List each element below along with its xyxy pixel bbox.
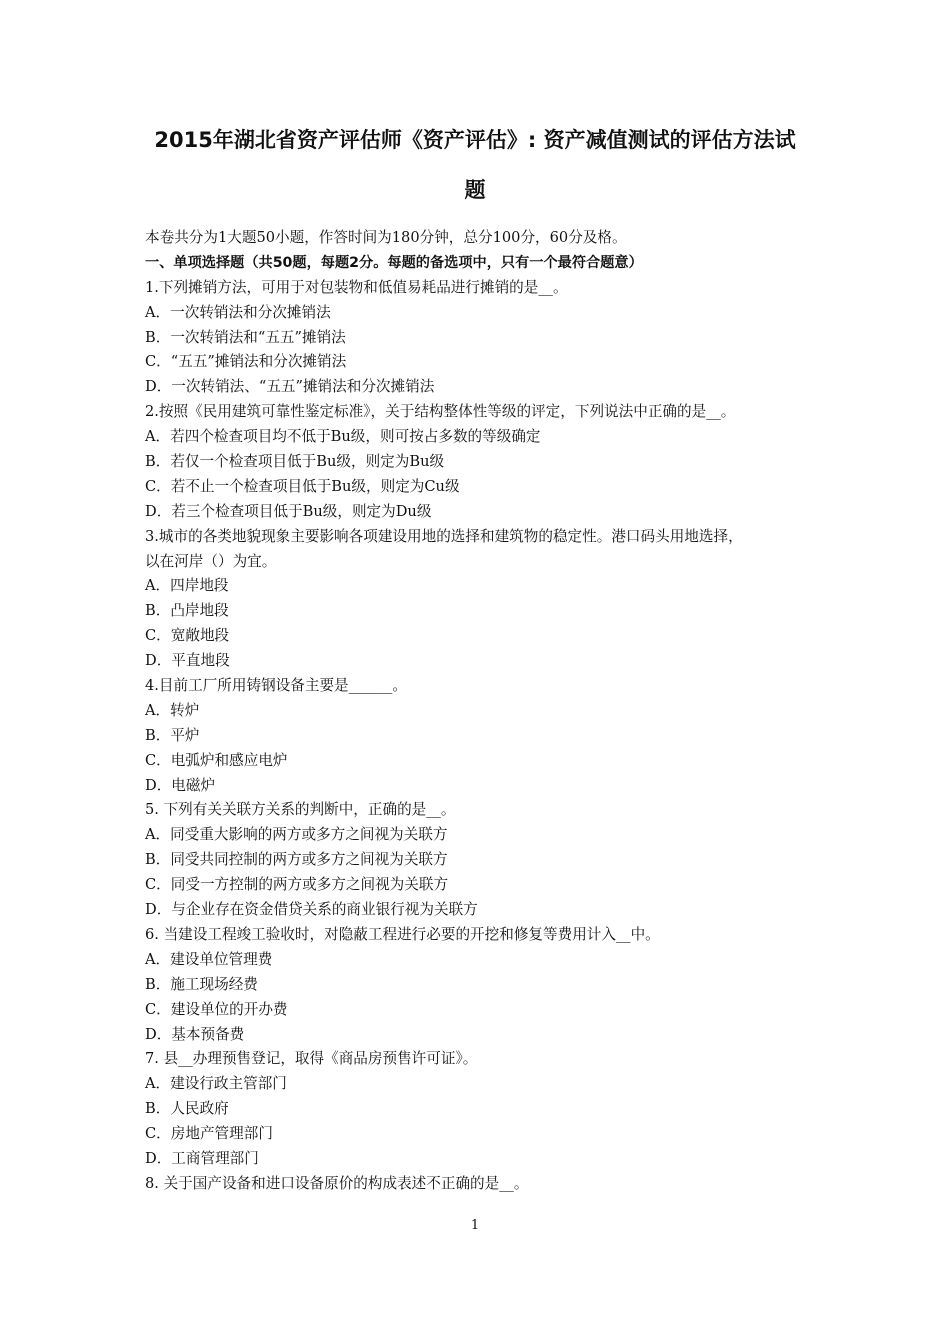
answer-option: A．转炉 (145, 701, 200, 719)
question-text: 5. 下列有关关联方关系的判断中，正确的是__。 (145, 801, 456, 819)
question-text-continued: 以在河岸（）为宜。 (145, 552, 277, 570)
answer-option: C．“五五”摊销法和分次摊销法 (145, 353, 347, 371)
answer-option: D．平直地段 (145, 652, 230, 670)
answer-option: B．同受共同控制的两方或多方之间视为关联方 (145, 851, 448, 869)
question-text: 2.按照《民用建筑可靠性鉴定标准》，关于结构整体性等级的评定，下列说法中正确的是__。 (145, 403, 736, 421)
question-list (145, 276, 825, 1197)
answer-option: B．若仅一个检查项目低于Bu级，则定为Bu级 (145, 453, 445, 471)
answer-option: C．若不止一个检查项目低于Bu级，则定为Cu级 (145, 477, 460, 495)
page-number: 1 (470, 1218, 480, 1233)
exam-intro: 本卷共分为1大题50小题，作答时间为180分钟，总分100分，60分及格。 (145, 229, 627, 246)
answer-option: A．四岸地段 (145, 577, 229, 595)
question-text: 6. 当建设工程竣工验收时，对隐蔽工程进行必要的开挖和修复等费用计入__中。 (145, 925, 660, 943)
answer-option: D．若三个检查项目低于Bu级，则定为Du级 (145, 502, 432, 520)
answer-option: B．平炉 (145, 726, 200, 744)
answer-option: D．工商管理部门 (145, 1149, 259, 1167)
answer-option: B．施工现场经费 (145, 975, 258, 993)
question-text: 8. 关于国产设备和进口设备原价的构成表述不正确的是__。 (145, 1174, 529, 1192)
answer-option: C．同受一方控制的两方或多方之间视为关联方 (145, 876, 449, 894)
answer-option: B．凸岸地段 (145, 602, 229, 620)
document-body (145, 226, 825, 1197)
answer-option: A．一次转销法和分次摊销法 (145, 303, 331, 321)
answer-option: C．建设单位的开办费 (145, 1000, 288, 1018)
answer-option: A．建设单位管理费 (145, 950, 273, 968)
answer-option: B．人民政府 (145, 1100, 229, 1118)
answer-option: D．与企业存在资金借贷关系的商业银行视为关联方 (145, 901, 478, 919)
answer-option: A．同受重大影响的两方或多方之间视为关联方 (145, 826, 448, 844)
document-title-line-2: 题 (464, 178, 486, 202)
question-text: 1.下列摊销方法，可用于对包装物和低值易耗品进行摊销的是__。 (145, 278, 568, 296)
section-heading: 一、单项选择题（共50题，每题2分。每题的备选项中，只有一个最符合题意） (145, 254, 643, 271)
answer-option: C．宽敞地段 (145, 627, 230, 645)
answer-option: C．房地产管理部门 (145, 1125, 273, 1143)
answer-option: A．建设行政主管部门 (145, 1075, 287, 1093)
answer-option: D．一次转销法、“五五”摊销法和分次摊销法 (145, 378, 435, 396)
answer-option: B．一次转销法和“五五”摊销法 (145, 328, 346, 346)
question-text: 3.城市的各类地貌现象主要影响各项建设用地的选择和建筑物的稳定性。港口码头用地选择， (145, 527, 743, 545)
question-text: 7. 县__办理预售登记，取得《商品房预售许可证》。 (145, 1050, 478, 1068)
document-title-line-1: 2015年湖北省资产评估师《资产评估》: 资产减值测试的评估方法试 (154, 128, 796, 152)
answer-option: D．基本预备费 (145, 1025, 245, 1043)
question-text: 4.目前工厂所用铸钢设备主要是______。 (145, 677, 408, 695)
answer-option: C．电弧炉和感应电炉 (145, 751, 288, 769)
answer-option: A．若四个检查项目均不低于Bu级，则可按占多数的等级确定 (145, 428, 541, 446)
answer-option: D．电磁炉 (145, 776, 216, 794)
